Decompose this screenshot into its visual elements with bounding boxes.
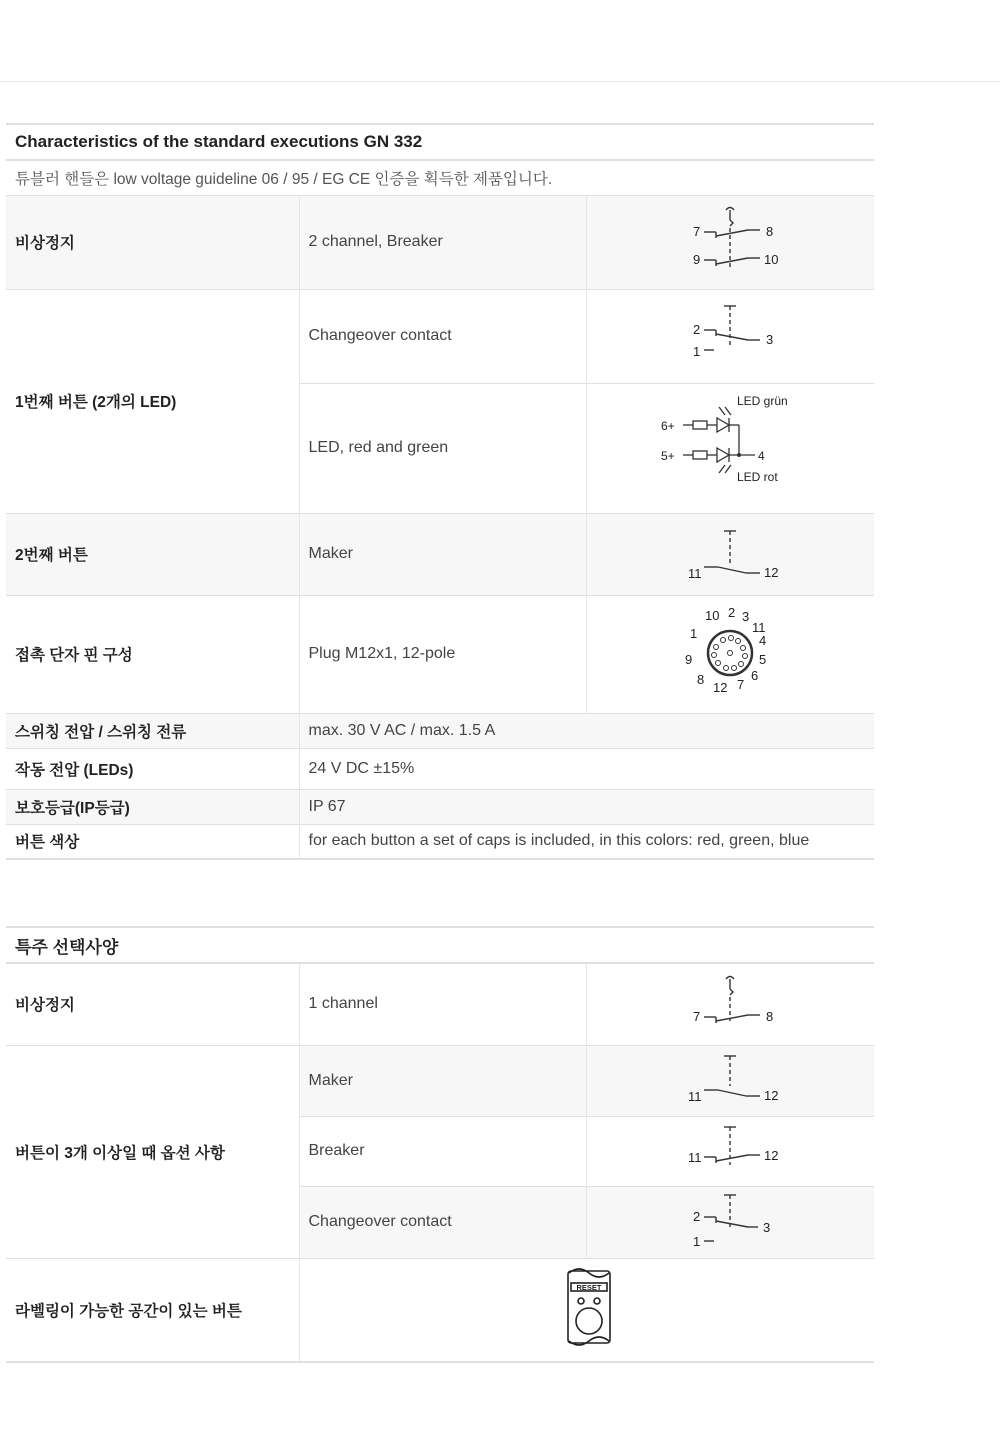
svg-text:3: 3 (742, 608, 750, 624)
row-value: Maker (299, 1045, 586, 1116)
svg-text:12: 12 (713, 679, 728, 695)
row-value: max. 30 V AC / max. 1.5 A (299, 713, 874, 748)
section-title: 특주 선택사양 (6, 927, 874, 963)
row-value: LED, red and green (299, 383, 586, 513)
led-red-green-diagram (586, 383, 874, 513)
pin-label: 12 (764, 564, 779, 580)
emergency-stop-1ch-diagram (586, 963, 874, 1045)
table-row (6, 1258, 874, 1362)
row-label: 작동 전압 (LEDs) (6, 748, 299, 789)
row-label: 2번째 버튼 (6, 513, 299, 595)
row-label: 접촉 단자 핀 구성 (6, 595, 299, 713)
reset-button-drawing (299, 1258, 874, 1362)
svg-text:1: 1 (693, 1233, 701, 1249)
row-label: 버튼이 3개 이상일 때 옵션 사항 (6, 1045, 299, 1258)
pin-label: 11 (688, 565, 702, 581)
svg-text:11: 11 (688, 1089, 702, 1104)
svg-text:2: 2 (693, 1208, 701, 1224)
table-row (6, 713, 874, 748)
row-value: Plug M12x1, 12-pole (299, 595, 586, 713)
row-label: 버튼 색상 (6, 824, 299, 859)
standard-executions-table (6, 123, 874, 860)
plug-pinout-diagram (586, 595, 874, 713)
svg-text:7: 7 (737, 676, 745, 692)
svg-text:5: 5 (759, 651, 767, 667)
svg-text:1: 1 (690, 625, 698, 641)
svg-text:6: 6 (751, 667, 759, 683)
maker-contact-diagram (586, 513, 874, 595)
table-row (6, 748, 874, 789)
pin-label: 9 (693, 251, 701, 267)
table-row (6, 513, 874, 595)
row-label: 라벨링이 가능한 공간이 있는 버튼 (6, 1258, 299, 1362)
pin-label: 6+ (661, 418, 675, 433)
svg-text:3: 3 (763, 1219, 771, 1235)
svg-text:12: 12 (764, 1147, 779, 1163)
svg-text:8: 8 (766, 1008, 774, 1024)
table-row (6, 289, 874, 383)
pin-label: 7 (693, 223, 701, 239)
table-row (6, 195, 874, 289)
reset-label: RESET (575, 1283, 602, 1293)
row-value: Changeover contact (299, 1186, 586, 1258)
pin-label: 3 (766, 331, 774, 347)
special-options-table (6, 926, 874, 1363)
row-value: Maker (299, 513, 586, 595)
row-label: 보호등급(IP등급) (6, 789, 299, 824)
row-value: Changeover contact (299, 289, 586, 383)
svg-text:7: 7 (693, 1008, 701, 1024)
header-divider (0, 81, 1000, 82)
row-label: 비상정지 (6, 963, 299, 1045)
row-value: IP 67 (299, 789, 874, 824)
changeover-contact-diagram (586, 1186, 874, 1258)
svg-text:11: 11 (688, 1149, 702, 1165)
row-value: 1 channel (299, 963, 586, 1045)
led-green-label: LED grün (737, 393, 788, 408)
pin-label: 5+ (661, 448, 675, 463)
svg-text:12: 12 (764, 1088, 779, 1103)
maker-contact-diagram (586, 1045, 874, 1116)
svg-text:8: 8 (697, 671, 705, 687)
pin-label: 2 (693, 321, 701, 337)
row-label: 1번째 버튼 (2개의 LED) (6, 289, 299, 513)
row-value: 2 channel, Breaker (299, 195, 586, 289)
changeover-contact-diagram (586, 289, 874, 383)
pin-label: 4 (758, 448, 765, 463)
svg-text:11: 11 (752, 619, 766, 635)
breaker-contact-diagram (586, 1116, 874, 1186)
pin-label: 8 (766, 223, 774, 239)
svg-text:9: 9 (685, 651, 693, 667)
section-subtitle: 튜블러 핸들은 low voltage guideline 06 / 95 / EG CE 인증을 획득한 제품입니다. (15, 170, 553, 188)
table-row (6, 1045, 874, 1116)
led-red-label: LED rot (737, 469, 778, 484)
emergency-stop-2ch-diagram (586, 195, 874, 289)
row-value: for each button a set of caps is included, in this colors: red, green, blue (299, 824, 874, 859)
svg-text:10: 10 (705, 607, 720, 623)
row-value: Breaker (299, 1116, 586, 1186)
row-label: 비상정지 (6, 195, 299, 289)
svg-text:4: 4 (759, 632, 767, 648)
table-row (6, 824, 874, 859)
table-row (6, 595, 874, 713)
pin-label: 10 (764, 251, 779, 267)
row-label: 스위칭 전압 / 스위칭 전류 (6, 713, 299, 748)
svg-text:2: 2 (728, 604, 736, 620)
pin-label: 1 (693, 343, 701, 359)
row-value: 24 V DC ±15% (299, 748, 874, 789)
table-row (6, 963, 874, 1045)
table-row (6, 789, 874, 824)
section-title: Characteristics of the standard executions GN 332 (6, 124, 874, 160)
